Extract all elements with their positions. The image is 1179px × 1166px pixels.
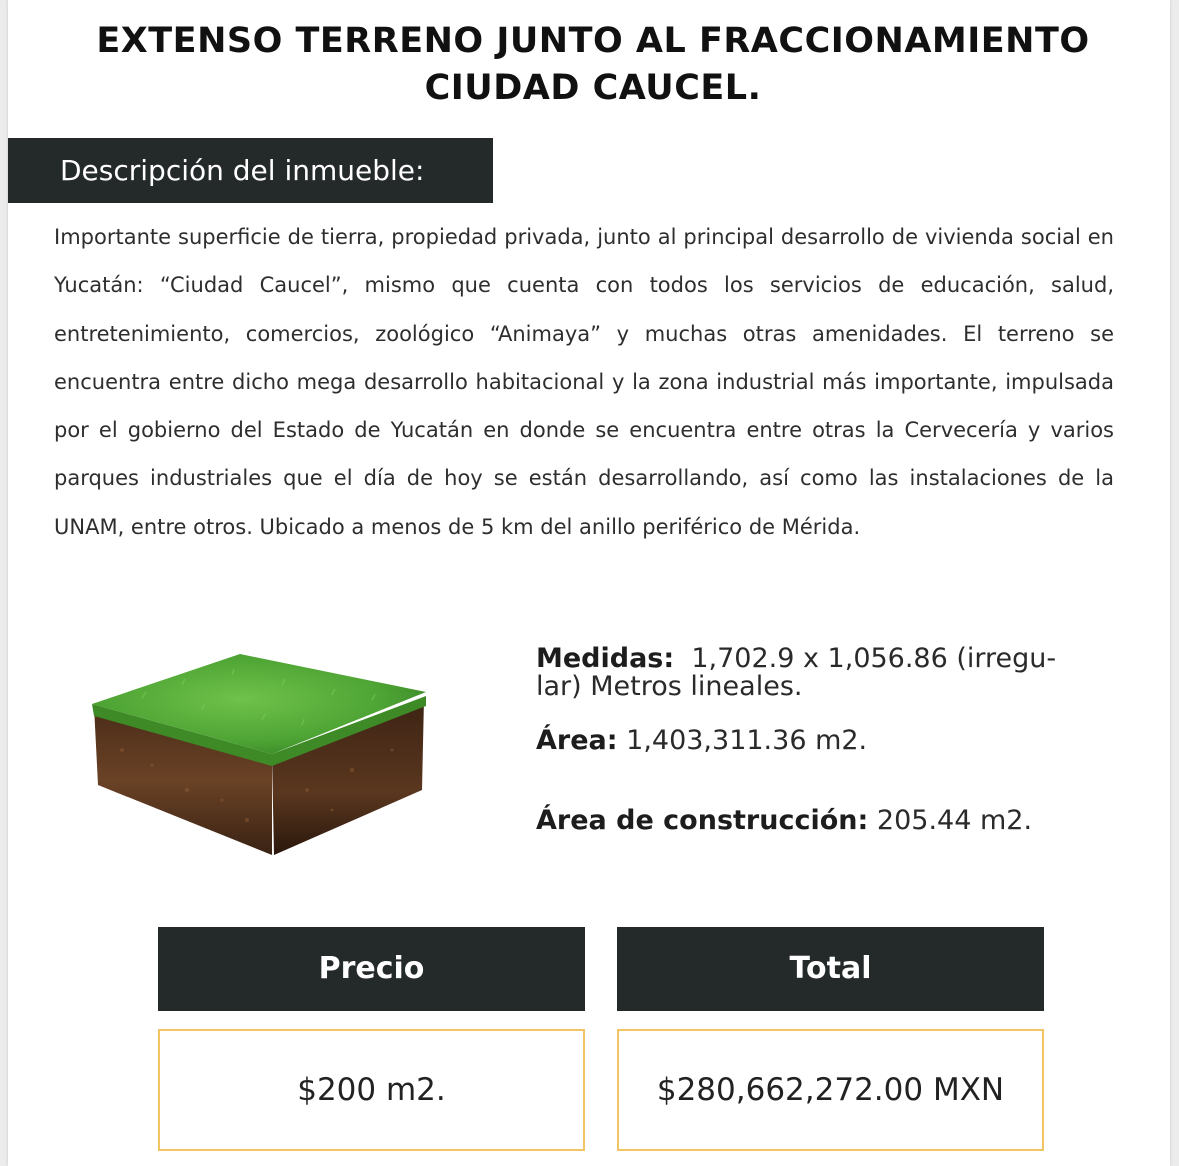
construccion-label: Área de construcción: xyxy=(536,805,869,836)
description-paragraph: Importante superficie de tierra, propiedad privada, junto al principal desarrollo de vivienda social en Yucatán: “Ciudad Caucel”, mismo que cuenta con todos los servicios de educación, salud, entretenimiento, comercios, zoológico “Animaya” y muchas otras amenidades. El terreno se encuentra entre dicho mega desarrollo habitacional y la zona industrial más importante, impulsada por el gobierno del Estado de Yucatán en donde se encuentra entre otras la Cervecería y varios parques industriales que el día de hoy se están desarrollando, así como las instalaciones de la UNAM, entre otros. Ubicado a menos de 5 km del anillo periférico de Mérida. xyxy=(54,225,1114,539)
area-line xyxy=(536,727,1096,755)
total-value: $280,662,272.00 MXN xyxy=(617,1029,1044,1151)
title-line-2: CIUDAD CAUCEL. xyxy=(424,68,762,108)
area-label: Área: xyxy=(536,725,618,756)
construccion-line xyxy=(536,807,1096,835)
medidas-line xyxy=(536,645,1096,673)
total-header: Total xyxy=(617,927,1044,1011)
medidas-value-line1: 1,702.9 x 1,056.86 (irregu- xyxy=(691,643,1057,674)
precio-value: $200 m2. xyxy=(158,1029,585,1151)
area-value: 1,403,311.36 m2. xyxy=(626,725,868,756)
medidas-label: Medidas: xyxy=(536,643,675,674)
document-page xyxy=(8,0,1170,1166)
grass-soil-block-icon xyxy=(82,640,428,860)
description-section-header: Descripción del inmueble: xyxy=(8,138,493,203)
construccion-value: 205.44 m2. xyxy=(876,805,1033,836)
page-title xyxy=(8,18,1178,112)
medidas-value-line2: lar) Metros lineales. xyxy=(536,671,803,702)
title-line-1: EXTENSO TERRENO JUNTO AL FRACCIONAMIENTO xyxy=(96,21,1090,61)
precio-header: Precio xyxy=(158,927,585,1011)
